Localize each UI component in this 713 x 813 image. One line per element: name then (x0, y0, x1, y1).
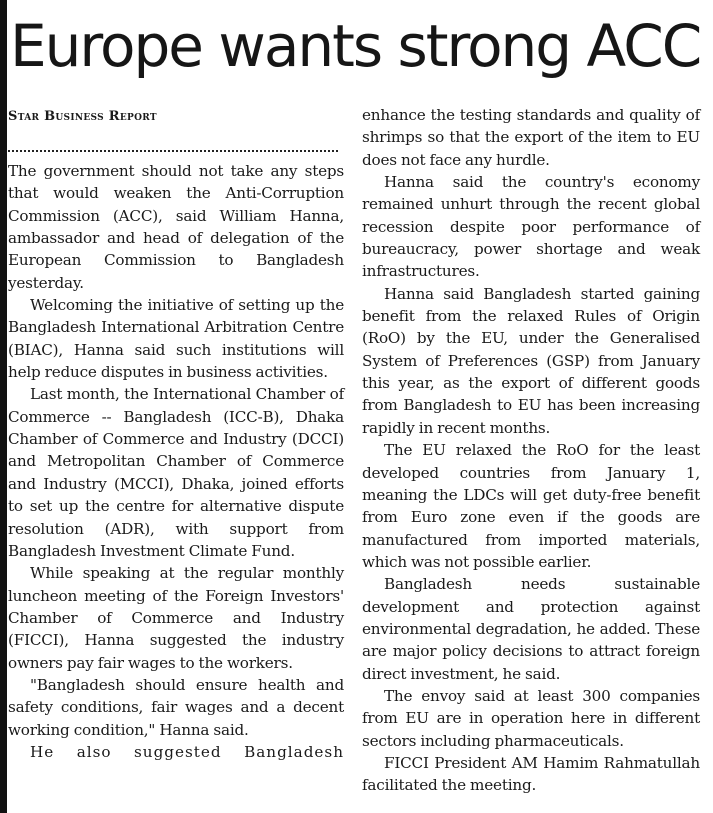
paragraph: Bangladesh needs sustainable development and protection against environmental degradation, he added. These are major policy decisions to attract foreign direct investment, he said. (362, 575, 700, 683)
right-column (362, 104, 700, 797)
dotted-divider (8, 128, 338, 152)
paragraph: Hanna said the country's economy remained unhurt through the recent global recession despite poor performance of bureaucracy, power shortage and weak infrastructures. (362, 173, 700, 281)
paragraph: The government should not take any steps that would weaken the Anti-Corruption Commission (ACC), said William Hanna, ambassador and head of delegation of the European Commission to Bangladesh yesterday. (8, 162, 344, 292)
paragraph: "Bangladesh should ensure health and safety conditions, fair wages and a decent working condition," Hanna said. (8, 675, 344, 739)
paragraph: Last month, the International Chamber of Commerce -- Bangladesh (ICC-B), Dhaka Chamber of Commerce and Industry (DCCI) and Metropolitan Chamber of Commerce and Industry (MCCI), Dhaka, joined efforts to set up the centre for alternative dispute resolution (ADR), with support from Bangladesh Investment Climate Fund. (8, 385, 344, 560)
paragraph: Hanna said Bangladesh started gaining benefit from the relaxed Rules of Origin (RoO) by the EU, under the Generalised System of Preferences (GSP) from January this year, as the export of different goods from Bangladesh to EU has been increasing rapidly in recent months. (362, 284, 700, 437)
headline: Europe wants strong ACC (10, 12, 701, 80)
left-column (8, 106, 344, 763)
paragraph: Welcoming the initiative of setting up the Bangladesh International Arbitration Centre (BIAC), Hanna said such institutions will help reduce disputes in business activities. (8, 296, 344, 382)
column-rule-bar (0, 0, 7, 813)
paragraph: enhance the testing standards and quality of shrimps so that the export of the item to EU does not face any hurdle. (362, 106, 700, 169)
paragraph: The envoy said at least 300 companies from EU are in operation here in different sectors including pharmaceuticals. (362, 686, 700, 750)
paragraph: While speaking at the regular monthly luncheon meeting of the Foreign Investors' Chamber of Commerce and Industry (FICCI), Hanna suggested the industry owners pay fair wages to the workers. (8, 564, 344, 672)
paragraph: FICCI President AM Hamim Rahmatullah facilitated the meeting. (362, 753, 700, 795)
byline: Star Business Report (8, 109, 157, 124)
paragraph: He also suggested Bangladesh (30, 742, 344, 761)
paragraph: The EU relaxed the RoO for the least developed countries from January 1, meaning the LDCs will get duty-free benefit from Euro zone even if the goods are manufactured from imported materials, which was not possible earlier. (362, 441, 700, 571)
